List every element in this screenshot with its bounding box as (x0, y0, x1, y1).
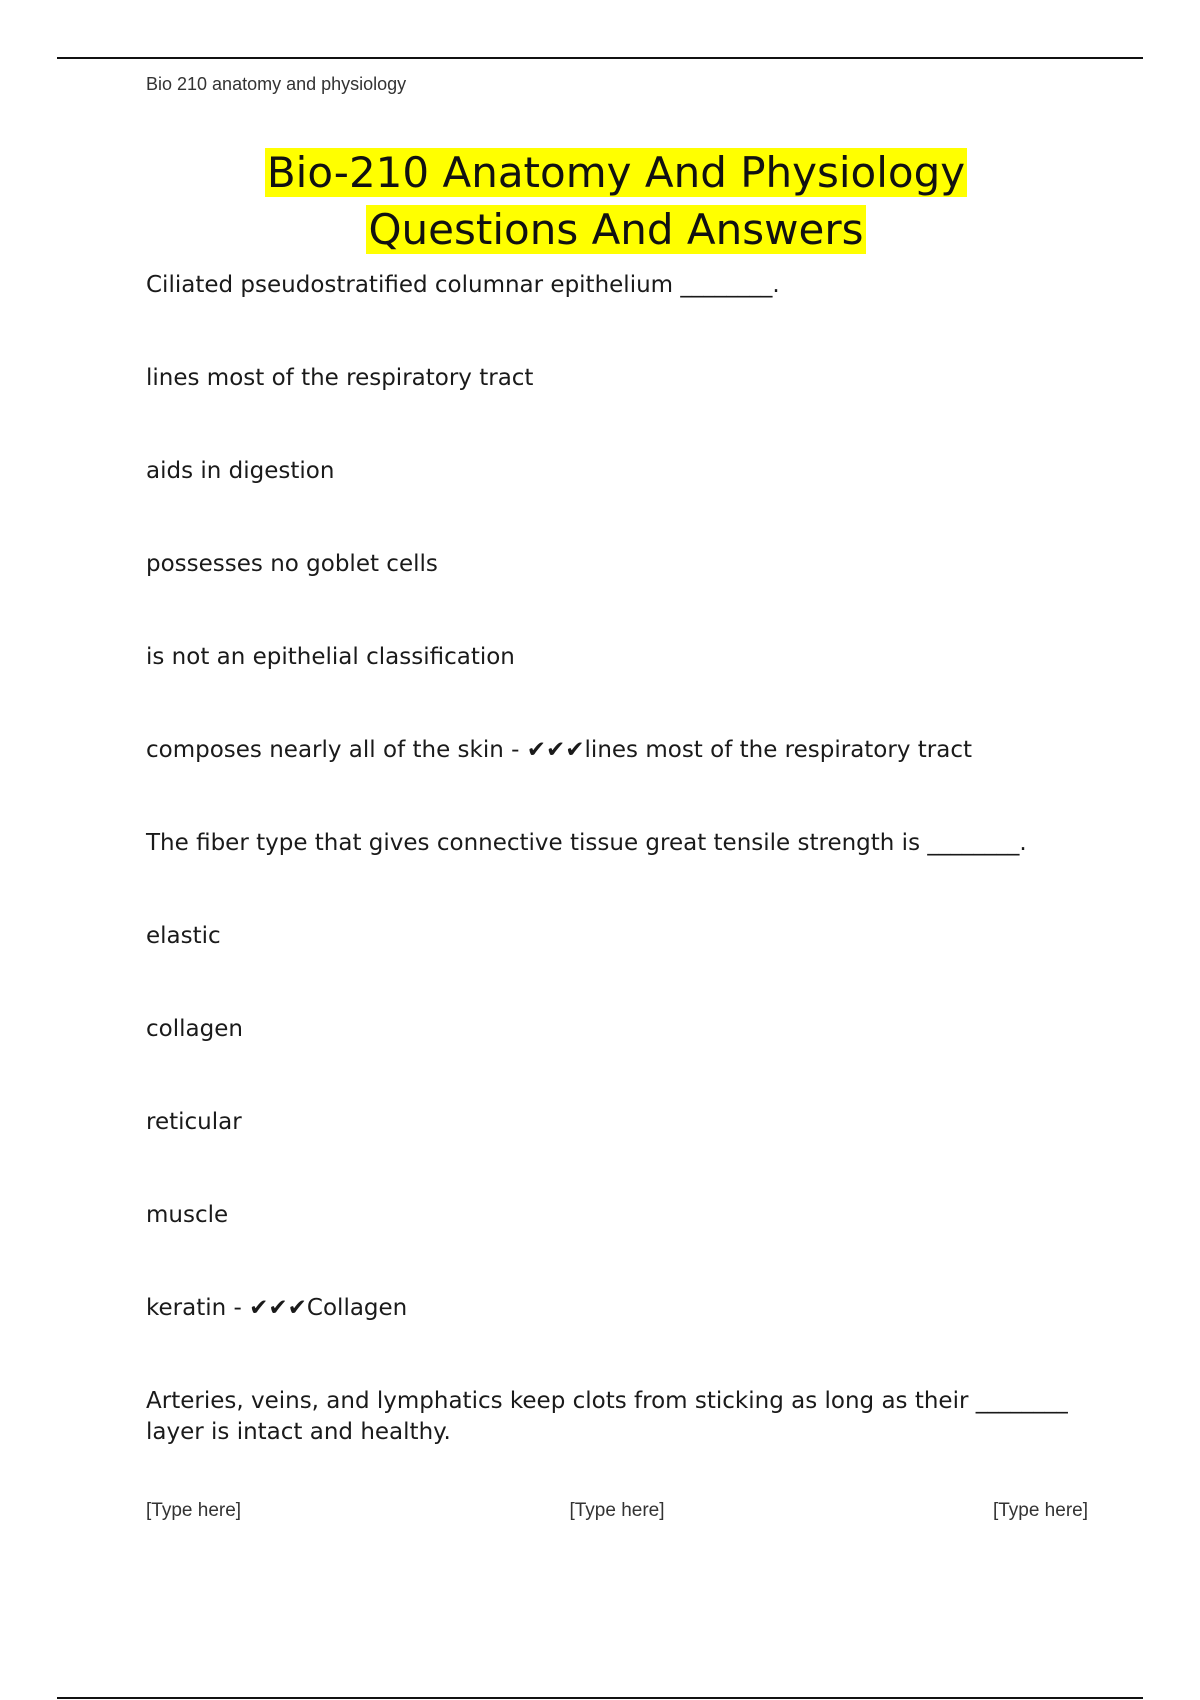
footer-center: [Type here] (569, 1500, 665, 1521)
running-header: Bio 210 anatomy and physiology (146, 74, 407, 94)
option-muscle: muscle (146, 1202, 229, 1228)
option-skin-with-answer: composes nearly all of the skin - ✔✔✔lines most of the respiratory tract (146, 737, 972, 763)
footer-right: [Type here] (992, 1500, 1088, 1521)
option-respiratory-tract: lines most of the respiratory tract (146, 365, 534, 391)
bottom-rule (57, 1697, 1143, 1699)
title-highlight-2: Questions And Answers (368, 205, 864, 254)
option-not-epithelial: is not an epithelial classification (146, 644, 515, 670)
footer-left: [Type here] (146, 1500, 242, 1521)
page-footer (146, 1500, 1088, 1530)
title-highlight-1: Bio-210 Anatomy And Physiology (266, 148, 966, 197)
question-3: Arteries, veins, and lymphatics keep clots from sticking as long as their ________ layer is intact and healthy. (146, 1388, 1068, 1445)
question-1: Ciliated pseudostratified columnar epithelium ________. (146, 272, 780, 298)
option-no-goblet-cells: possesses no goblet cells (146, 551, 438, 577)
document-title (100, 144, 1132, 258)
title-line-2 (100, 201, 1132, 258)
top-rule (57, 57, 1143, 59)
option-digestion: aids in digestion (146, 458, 335, 484)
option-elastic: elastic (146, 923, 221, 949)
option-collagen: collagen (146, 1016, 243, 1042)
title-line-1 (100, 144, 1132, 201)
option-reticular: reticular (146, 1109, 242, 1135)
option-keratin-with-answer: keratin - ✔✔✔Collagen (146, 1295, 408, 1321)
question-2: The fiber type that gives connective tissue great tensile strength is ________. (146, 830, 1027, 856)
document-body (146, 270, 1086, 1510)
